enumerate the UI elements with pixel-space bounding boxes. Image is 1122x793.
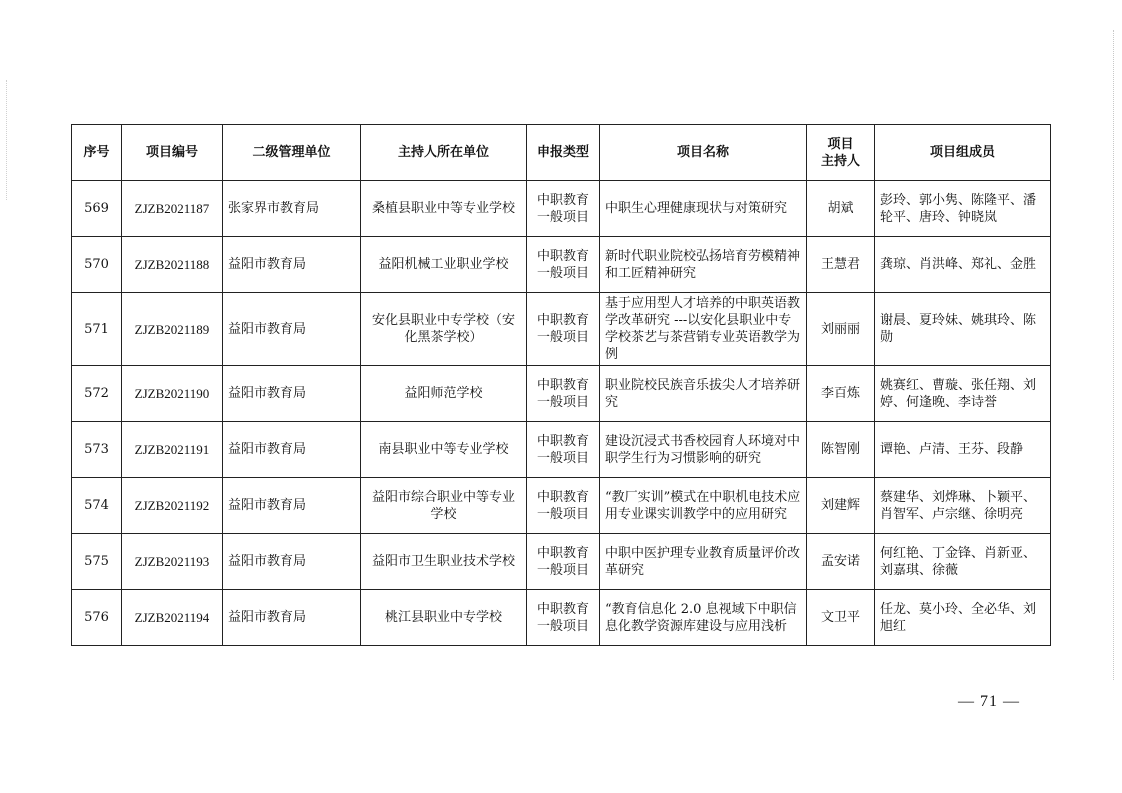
cell-host: 孟安诺 — [807, 534, 875, 590]
cell-host-unit: 桑植县职业中等专业学校 — [361, 181, 527, 237]
cell-members: 任龙、莫小玲、全必华、刘旭红 — [875, 590, 1051, 646]
cell-type: 中职教育一般项目 — [527, 237, 600, 293]
cell-seq: 571 — [72, 293, 122, 366]
table-row — [72, 534, 1051, 590]
cell-project-name: 建设沉浸式书香校园育人环境对中职学生行为习惯影响的研究 — [600, 422, 807, 478]
header-seq: 序号 — [72, 125, 122, 181]
table-row — [72, 366, 1051, 422]
cell-admin-unit: 益阳市教育局 — [223, 590, 361, 646]
header-row — [72, 125, 1051, 181]
cell-host-unit: 南县职业中等专业学校 — [361, 422, 527, 478]
cell-host-unit: 益阳机械工业职业学校 — [361, 237, 527, 293]
cell-host-unit: 益阳市卫生职业技术学校 — [361, 534, 527, 590]
cell-seq: 574 — [72, 478, 122, 534]
table-body — [72, 181, 1051, 646]
cell-host: 陈智刚 — [807, 422, 875, 478]
cell-seq: 575 — [72, 534, 122, 590]
scan-edge-right — [1112, 30, 1114, 680]
cell-members: 姚赛红、曹璇、张任翔、刘婷、何逢晚、李诗誉 — [875, 366, 1051, 422]
cell-code: ZJZB2021188 — [122, 237, 223, 293]
cell-host: 李百炼 — [807, 366, 875, 422]
cell-project-name: “教厂实训”模式在中职机电技术应用专业课实训教学中的应用研究 — [600, 478, 807, 534]
header-admin-unit: 二级管理单位 — [223, 125, 361, 181]
header-name: 项目名称 — [600, 125, 807, 181]
header-host-unit: 主持人所在单位 — [361, 125, 527, 181]
cell-code: ZJZB2021193 — [122, 534, 223, 590]
cell-project-name: 新时代职业院校弘扬培育劳模精神和工匠精神研究 — [600, 237, 807, 293]
table-row — [72, 237, 1051, 293]
header-members: 项目组成员 — [875, 125, 1051, 181]
cell-host-unit: 安化县职业中专学校（安化黑茶学校） — [361, 293, 527, 366]
table-row — [72, 422, 1051, 478]
cell-host: 刘丽丽 — [807, 293, 875, 366]
cell-seq: 576 — [72, 590, 122, 646]
cell-project-name: 中职生心理健康现状与对策研究 — [600, 181, 807, 237]
cell-project-name: “教育信息化 2.0 息视域下中职信息化教学资源库建设与应用浅析 — [600, 590, 807, 646]
cell-members: 谭艳、卢清、王芬、段静 — [875, 422, 1051, 478]
cell-seq: 573 — [72, 422, 122, 478]
cell-type: 中职教育一般项目 — [527, 293, 600, 366]
cell-admin-unit: 益阳市教育局 — [223, 478, 361, 534]
header-type: 申报类型 — [527, 125, 600, 181]
cell-admin-unit: 益阳市教育局 — [223, 293, 361, 366]
cell-host: 王慧君 — [807, 237, 875, 293]
cell-admin-unit: 益阳市教育局 — [223, 422, 361, 478]
cell-code: ZJZB2021194 — [122, 590, 223, 646]
header-host — [807, 125, 875, 181]
cell-members: 何红艳、丁金锋、肖新亚、刘嘉琪、徐薇 — [875, 534, 1051, 590]
cell-members: 谢晨、夏玲妹、姚琪玲、陈勋 — [875, 293, 1051, 366]
cell-members: 蔡建华、刘烨琳、卜颖平、肖智军、卢宗继、徐明亮 — [875, 478, 1051, 534]
table-row — [72, 478, 1051, 534]
cell-project-name: 基于应用型人才培养的中职英语教学改革研究 ---以安化县职业中专学校茶艺与茶营销专业英语教学为例 — [600, 293, 807, 366]
cell-project-name: 中职中医护理专业教育质量评价改革研究 — [600, 534, 807, 590]
scan-edge-left — [6, 80, 8, 200]
cell-seq: 569 — [72, 181, 122, 237]
cell-host-unit: 益阳师范学校 — [361, 366, 527, 422]
cell-type: 中职教育一般项目 — [527, 534, 600, 590]
header-host-line1: 项目 — [827, 136, 854, 152]
cell-host: 文卫平 — [807, 590, 875, 646]
cell-code: ZJZB2021187 — [122, 181, 223, 237]
cell-type: 中职教育一般项目 — [527, 478, 600, 534]
cell-seq: 572 — [72, 366, 122, 422]
cell-admin-unit: 益阳市教育局 — [223, 366, 361, 422]
cell-host: 刘建辉 — [807, 478, 875, 534]
header-host-line2: 主持人 — [820, 153, 860, 169]
cell-host-unit: 桃江县职业中专学校 — [361, 590, 527, 646]
table-row — [72, 590, 1051, 646]
table-row — [72, 181, 1051, 237]
cell-seq: 570 — [72, 237, 122, 293]
cell-admin-unit: 益阳市教育局 — [223, 237, 361, 293]
cell-host-unit: 益阳市综合职业中等专业学校 — [361, 478, 527, 534]
cell-type: 中职教育一般项目 — [527, 366, 600, 422]
project-table — [71, 124, 1051, 646]
header-code: 项目编号 — [122, 125, 223, 181]
cell-admin-unit: 益阳市教育局 — [223, 534, 361, 590]
cell-code: ZJZB2021189 — [122, 293, 223, 366]
cell-type: 中职教育一般项目 — [527, 422, 600, 478]
cell-project-name: 职业院校民族音乐拔尖人才培养研究 — [600, 366, 807, 422]
cell-code: ZJZB2021190 — [122, 366, 223, 422]
cell-type: 中职教育一般项目 — [527, 181, 600, 237]
cell-type: 中职教育一般项目 — [527, 590, 600, 646]
cell-host: 胡斌 — [807, 181, 875, 237]
cell-members: 彭玲、郭小隽、陈隆平、潘轮平、唐玲、钟晓岚 — [875, 181, 1051, 237]
page-number: — 71 — — [958, 693, 1020, 710]
cell-members: 龚琼、肖洪峰、郑礼、金胜 — [875, 237, 1051, 293]
cell-code: ZJZB2021192 — [122, 478, 223, 534]
cell-admin-unit: 张家界市教育局 — [223, 181, 361, 237]
table-header — [72, 125, 1051, 181]
table-row — [72, 293, 1051, 366]
cell-code: ZJZB2021191 — [122, 422, 223, 478]
